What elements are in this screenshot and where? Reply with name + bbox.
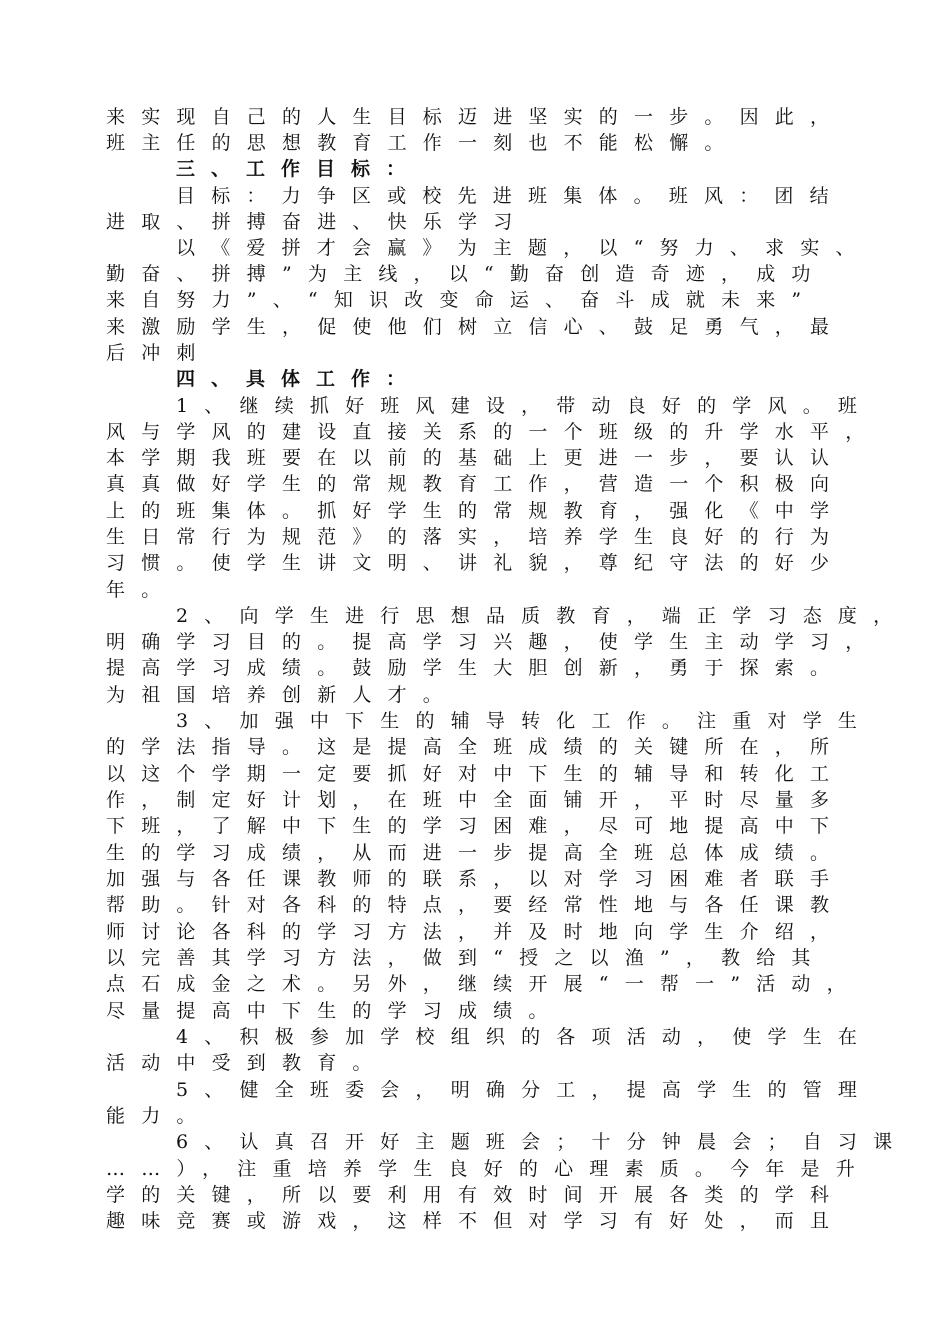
text-line: 上的班集体。抓好学生的常规教育，强化《中学 <box>106 500 846 522</box>
text-line: 来激励学生，促使他们树立信心、鼓足勇气，最 <box>106 316 846 338</box>
text-line: 以这个学期一定要抓好对中下生的辅导和转化工 <box>106 763 846 785</box>
text-line: 趣味竞赛或游戏，这样不但对学习有好处，而且 <box>106 1210 846 1232</box>
text-line: 学的关键，所以要利用有效时间开展各类的学科 <box>106 1184 846 1206</box>
text-line: 活动中受到教育。 <box>106 1052 388 1074</box>
text-line: 勤奋、拼搏”为主线，以“勤奋创造奇迹，成功 <box>106 263 827 285</box>
text-line: 能力。 <box>106 1105 212 1127</box>
text-line: 师讨论各科的学习方法，并及时地向学生介绍， <box>106 921 846 943</box>
text-line: 6、认真召开好主题班会；十分钟晨会；自习课 <box>176 1131 909 1153</box>
text-line: 本学期我班要在以前的基础上更进一步，要认认 <box>106 447 846 469</box>
text-line: 后冲刺 <box>106 342 212 364</box>
text-line: ……），注重培养学生良好的心理素质。今年是升 <box>106 1158 871 1180</box>
section-heading: 四、具体工作： <box>176 368 422 390</box>
text-line: 帮助。针对各科的特点，要经常性地与各任课教 <box>106 894 846 916</box>
text-line: 风与学风的建设直接关系的一个班级的升学水平， <box>106 421 881 443</box>
text-line: 来自努力”、“知识改变命运、奋斗成就未来” <box>106 289 818 311</box>
text-line: 目标：力争区或校先进班集体。班风：团结 <box>176 185 845 207</box>
text-line: 真真做好学生的常规教育工作，营造一个积极向 <box>106 473 846 495</box>
text-line: 点石成金之术。另外，继续开展“一帮一”活动， <box>106 973 862 995</box>
text-line: 尽量提高中下生的学习成绩。 <box>106 1000 564 1022</box>
text-line: 明确学习目的。提高学习兴趣，使学生主动学习， <box>106 631 881 653</box>
text-line: 作，制定好计划，在班中全面铺开，平时尽量多 <box>106 789 846 811</box>
section-heading: 三、工作目标： <box>176 158 422 180</box>
text-line: 加强与各任课教师的联系，以对学习困难者联手 <box>106 868 846 890</box>
text-line: 以《爱拼才会赢》为主题，以“努力、求实、 <box>176 237 871 259</box>
text-line: 进取、拼搏奋进、快乐学习 <box>106 211 529 233</box>
text-line: 1、继续抓好班风建设，带动良好的学风。班 <box>176 395 874 417</box>
text-line: 4、积极参加学校组织的各项活动，使学生在 <box>176 1026 874 1048</box>
text-line: 年。 <box>106 579 177 601</box>
text-line: 生日常行为规范》的落实，培养学生良好的行为 <box>106 526 846 548</box>
text-line: 提高学习成绩。鼓励学生大胆创新，勇于探索。 <box>106 657 846 679</box>
text-line: 3、加强中下生的辅导转化工作。注重对学生 <box>176 710 874 732</box>
text-line: 习惯。使学生讲文明、讲礼貌，尊纪守法的好少 <box>106 552 846 574</box>
text-line: 下班，了解中下生的学习困难，尽可地提高中下 <box>106 815 846 837</box>
text-line: 以完善其学习方法，做到“授之以渔”，教给其 <box>106 947 827 969</box>
text-line: 为祖国培养创新人才。 <box>106 684 459 706</box>
text-line: 来实现自己的人生目标迈进坚实的一步。因此， <box>106 106 846 128</box>
text-line: 2、向学生进行思想品质教育，端正学习态度， <box>176 605 909 627</box>
text-line: 5、健全班委会，明确分工，提高学生的管理 <box>176 1079 874 1101</box>
text-line: 班主任的思想教育工作一刻也不能松懈。 <box>106 132 740 154</box>
text-line: 的学法指导。这是提高全班成绩的关键所在，所 <box>106 736 846 758</box>
text-line: 生的学习成绩，从而进一步提高全班总体成绩。 <box>106 842 846 864</box>
